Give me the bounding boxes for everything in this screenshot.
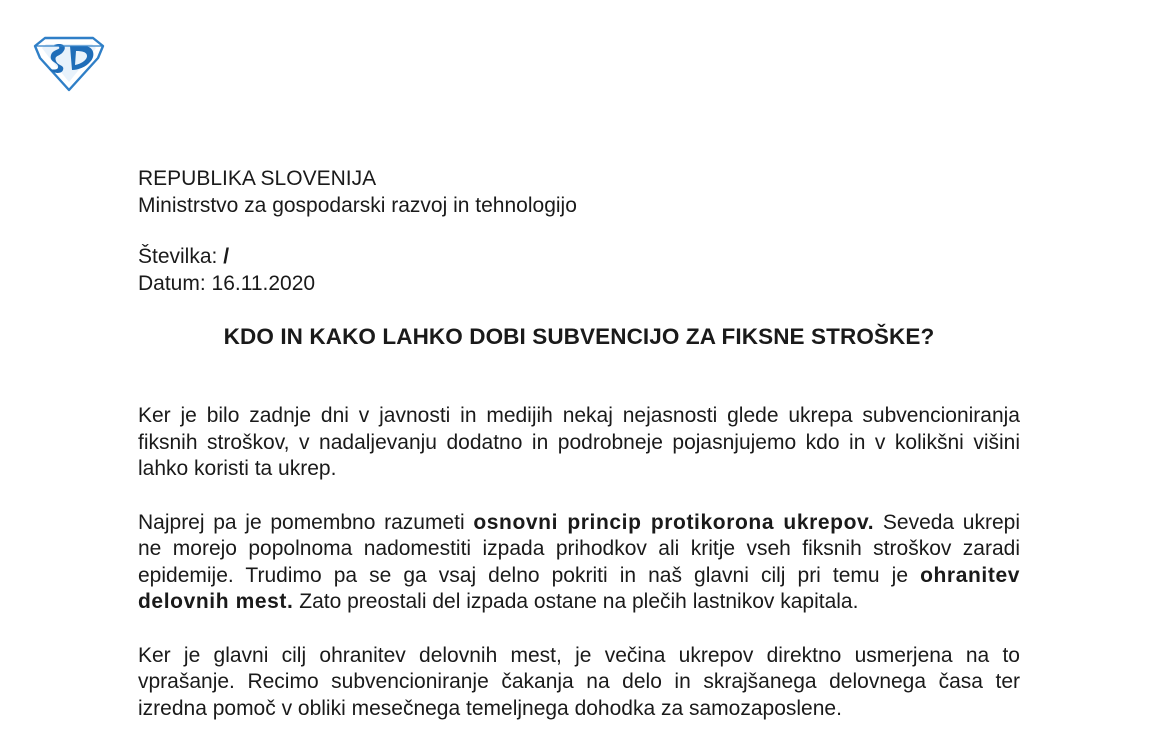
- paragraph-2-bold-jobs: ohranitev delovnih mest.: [138, 563, 1020, 613]
- number-label: Številka:: [138, 245, 218, 268]
- paragraph-3: Ker je glavni cilj ohranitev delovnih mest, je večina ukrepov direktno usmerjena na to vprašanje. Recimo subvencioniranje čakanja na delo in skrajšanega delovnega časa ter izredna pomoč v obliki mesečnega temeljnega dohodka za samozaposlene.: [138, 643, 1020, 720]
- paragraph-2-bold-principle: osnovni princip protikorona ukrepov.: [473, 510, 875, 534]
- ministry-name: Ministrstvo za gospodarski razvoj in tehnologijo: [138, 193, 577, 217]
- document-date: [138, 271, 1020, 298]
- date-label: Datum:: [138, 271, 206, 295]
- paragraph-2-text-c: Seveda ukrepi ne morejo popolnoma nadomestiti izpada prihodkov ali kritje vseh fiksnih stroškov zaradi epidemije. Trudimo pa se ga vsaj delno pokriti in naš glavni cilj pri temu je: [138, 510, 1021, 587]
- government-logo-icon: [32, 36, 106, 92]
- paragraph-2: [138, 510, 1020, 616]
- document-number: [138, 244, 1020, 271]
- document-body: [138, 166, 1020, 722]
- paragraph-2-text-e: Zato preostali del izpada ostane na plečih lastnikov kapitala.: [293, 590, 859, 613]
- number-value: /: [223, 245, 230, 268]
- country-heading: REPUBLIKA SLOVENIJA: [138, 167, 377, 190]
- date-value: 16.11.2020: [211, 271, 316, 295]
- paragraph-1: Ker je bilo zadnje dni v javnosti in medijih nekaj nejasnosti glede ukrepa subvencioniranja fiksnih stroškov, v nadaljevanju dodatno in podrobneje pojasnjujemo kdo in v kolikšni višini lahko koristi ta ukrep.: [138, 404, 1020, 480]
- document-title: KDO IN KAKO LAHKO DOBI SUBVENCIJO ZA FIKSNE STROŠKE?: [223, 324, 935, 349]
- paragraph-2-text-a: Najprej pa je pomembno razumeti: [138, 510, 474, 534]
